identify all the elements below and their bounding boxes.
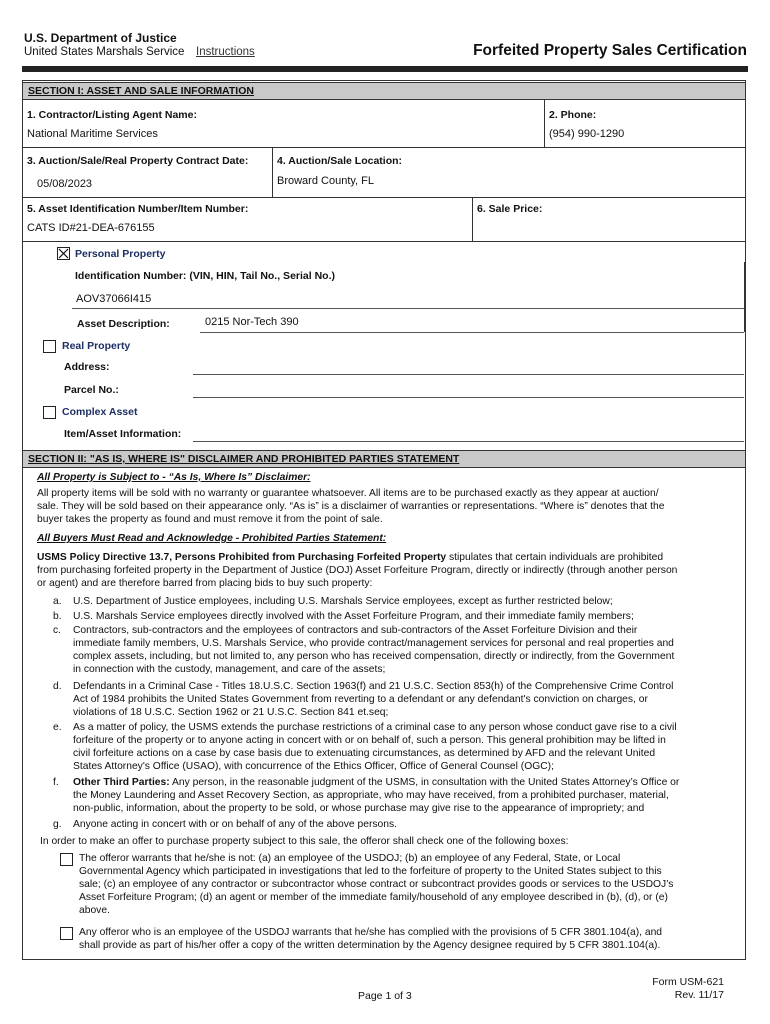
field-underline [200, 332, 744, 333]
divider [272, 147, 273, 197]
phone-label: 2. Phone: [549, 109, 597, 121]
row-divider [23, 147, 745, 148]
header-rule [22, 66, 748, 72]
text-line [37, 551, 745, 564]
text-line: Contractors, sub-contractors and the employees of contractors and sub-contractors of the Asset Forfeiture Division and their [73, 625, 638, 636]
warrant-usdoj-employee-text [79, 926, 743, 952]
form-number: Form USM-621 [652, 976, 724, 988]
text-line: Defendants in a Criminal Case - Titles 18.U.S.C. Section 1963(f) and 21 U.S.C. Section 853(h) of the Comprehensive Crime Control [73, 681, 674, 692]
list-marker: b. [53, 611, 62, 622]
list-marker: e. [53, 722, 62, 733]
text-line: in connection with the custody, management, and care of the assets; [73, 664, 386, 675]
identification-number-label: Identification Number: (VIN, HIN, Tail No., Serial No.) [75, 270, 335, 282]
real-property-checkbox[interactable] [43, 340, 56, 353]
text-span: Any person, in the reasonable judgment of the USMS, in consultation with the United States Attorney’s Office or [169, 777, 680, 788]
real-property-label: Real Property [62, 340, 131, 352]
divider [744, 262, 745, 332]
parcel-field[interactable] [193, 397, 744, 398]
row-divider [23, 197, 745, 198]
text-line: non-public, information, about the property to be sold, or whose purchase may give rise to the appearance of impropriety; and [73, 803, 645, 814]
text-line: or agent) and are therefore barred from placing bids to buy such property: [37, 578, 373, 589]
item-info-label: Item/Asset Information: [64, 428, 182, 440]
asset-description-field[interactable]: 0215 Nor-Tech 390 [205, 316, 299, 328]
divider [544, 100, 545, 147]
text-line: Any offeror who is an employee of the USDOJ warrants that he/she has complied with the provisions of 5 CFR 3801.104(a), and [79, 927, 663, 938]
text-line: buyer takes the property as found and must remove it from the point of sale. [37, 514, 383, 525]
policy-title: USMS Policy Directive 13.7, Persons Prohibited from Purchasing Forfeited Property [37, 552, 447, 563]
list-marker: g. [53, 819, 62, 830]
item-bold-lead: Other Third Parties: [73, 777, 170, 788]
row-divider [23, 241, 745, 242]
list-marker: c. [53, 625, 62, 636]
identification-number-field[interactable]: AOV37066I415 [76, 293, 152, 305]
address-field[interactable] [193, 374, 744, 375]
text-line [73, 776, 679, 789]
sale-price-label: 6. Sale Price: [477, 203, 543, 215]
text-line: Asset Forfeiture Program; (d) an agent or member of the immediate family/household of any employee described in (b), (d), or (e) [79, 892, 668, 903]
asset-id-field[interactable]: CATS ID#21-DEA-676155 [27, 222, 155, 234]
warrant-not-employee-text [79, 852, 743, 917]
text-line: civil forfeiture actions on a case by case basis due to extenuating circumstances, as determined by AFD and the relevant United [73, 748, 656, 759]
form-title: Forfeited Property Sales Certification [473, 42, 747, 59]
text-line: above. [79, 905, 110, 916]
list-marker: a. [53, 596, 62, 607]
form-revision: Rev. 11/17 [674, 989, 724, 1001]
text-line: immediate family members, U.S. Marshals Service, who provide contract/management services for personal and real properties and [73, 638, 674, 649]
section1-heading: SECTION I: ASSET AND SALE INFORMATION [23, 82, 745, 100]
text-line: violations of 18 U.S.C. Section 1962 or 21 U.S.C. Section 841 et.seq; [73, 707, 389, 718]
contractor-label: 1. Contractor/Listing Agent Name: [27, 109, 197, 121]
personal-property-label: Personal Property [75, 248, 166, 260]
text-line: Act of 1984 prohibits the United States Government from reverting to a defendant or any defendant's conviction on charges, or [73, 694, 648, 705]
warrant-usdoj-employee-checkbox[interactable] [60, 927, 73, 940]
section2-heading: SECTION II: "AS IS, WHERE IS" DISCLAIMER AND PROHIBITED PARTIES STATEMENT [23, 450, 745, 468]
divider [472, 197, 473, 241]
checkmark-x-icon [58, 248, 69, 259]
asset-id-label: 5. Asset Identification Number/Item Number: [27, 203, 249, 215]
text-line: from purchasing forfeited property in the Department of Justice (DOJ) Asset Forfeiture Program, directly or indirectly (through another person [37, 565, 678, 576]
complex-asset-label: Complex Asset [62, 406, 138, 418]
text-line: U.S. Department of Justice employees, including U.S. Marshals Service employees, except as further restricted below; [73, 596, 613, 607]
text-line: the Money Laundering and Asset Recovery Section, as appropriate, who may have received, from a prohibited purchaser, material, [73, 790, 669, 801]
text-line: sale. They will be sold based on their appearance only. “As is” is a disclaimer of warranties or representations. “Where is” denotes that the [37, 501, 665, 512]
personal-property-checkbox[interactable] [57, 247, 70, 260]
sale-location-field[interactable]: Broward County, FL [277, 175, 375, 187]
disclaimer-heading: All Property is Subject to - “As Is, Where Is” Disclaimer: [37, 472, 311, 483]
offer-intro: In order to make an offer to purchase property subject to this sale, the offeror shall check one of the following boxes: [40, 836, 569, 847]
contractor-field[interactable]: National Maritime Services [27, 128, 158, 140]
text-line: As a matter of policy, the USMS extends the purchase restrictions of a criminal case to any person whose conduct gave rise to a civil [73, 722, 677, 733]
page-number: Page 1 of 3 [358, 990, 412, 1002]
contract-date-field[interactable]: 05/08/2023 [37, 178, 93, 190]
address-label: Address: [64, 361, 110, 373]
complex-asset-checkbox[interactable] [43, 406, 56, 419]
text-line: Anyone acting in concert with or on behalf of any of the above persons. [73, 819, 397, 830]
text-line: States Attorney's Office (USAO), with concurrence of the Ethics Officer, Office of General Counsel (OGC); [73, 761, 554, 772]
contract-date-label: 3. Auction/Sale/Real Property Contract Date: [27, 155, 249, 167]
list-marker: d. [53, 681, 62, 692]
acknowledge-heading: All Buyers Must Read and Acknowledge - Prohibited Parties Statement: [37, 533, 387, 544]
text-line: All property items will be sold with no warranty or guarantee whatsoever. All items are to be purchased exactly as they appear at auction/ [37, 488, 659, 499]
disclaimer-text [37, 487, 745, 526]
text-line: complex assets, including, but not limited to, any person who has received compensation, directly or indirectly, from the Government [73, 651, 675, 662]
sale-location-label: 4. Auction/Sale Location: [277, 155, 403, 167]
list-marker: f. [53, 777, 59, 788]
agency-department: U.S. Department of Justice [24, 31, 177, 45]
item-info-field[interactable] [193, 441, 744, 442]
text-line: forfeiture of the property or to anyone acting in concert with or on behalf of, such a person. This general prohibition may be lifted in [73, 735, 666, 746]
text-line: The offeror warrants that he/she is not: (a) an employee of the USDOJ; (b) an employee of any Federal, State, or Local [79, 853, 621, 864]
phone-field[interactable]: (954) 990-1290 [549, 128, 625, 140]
warrant-not-employee-checkbox[interactable] [60, 853, 73, 866]
text-line: U.S. Marshals Service employees directly involved with the Asset Forfeiture Program, and their immediate family members; [73, 611, 634, 622]
text-span: stipulates that certain individuals are prohibited [446, 552, 664, 563]
asset-description-label: Asset Description: [77, 318, 170, 330]
field-underline [72, 308, 744, 309]
text-line: sale; (c) an employee of any contractor or subcontractor whose contract or subcontract provides goods or services to the USDOJ’s [79, 879, 674, 890]
text-line: shall provide as part of his/her offer a copy of the written determination by the Agency designee required by 5 CFR 3801.104(a). [79, 940, 661, 951]
agency-service: United States Marshals Service [24, 46, 185, 58]
parcel-label: Parcel No.: [64, 384, 119, 396]
text-line: Governmental Agency which participated in investigations that led to the forfeiture of property to the United States subject to this [79, 866, 662, 877]
instructions-link[interactable]: Instructions [196, 46, 255, 58]
policy-text [37, 551, 745, 590]
